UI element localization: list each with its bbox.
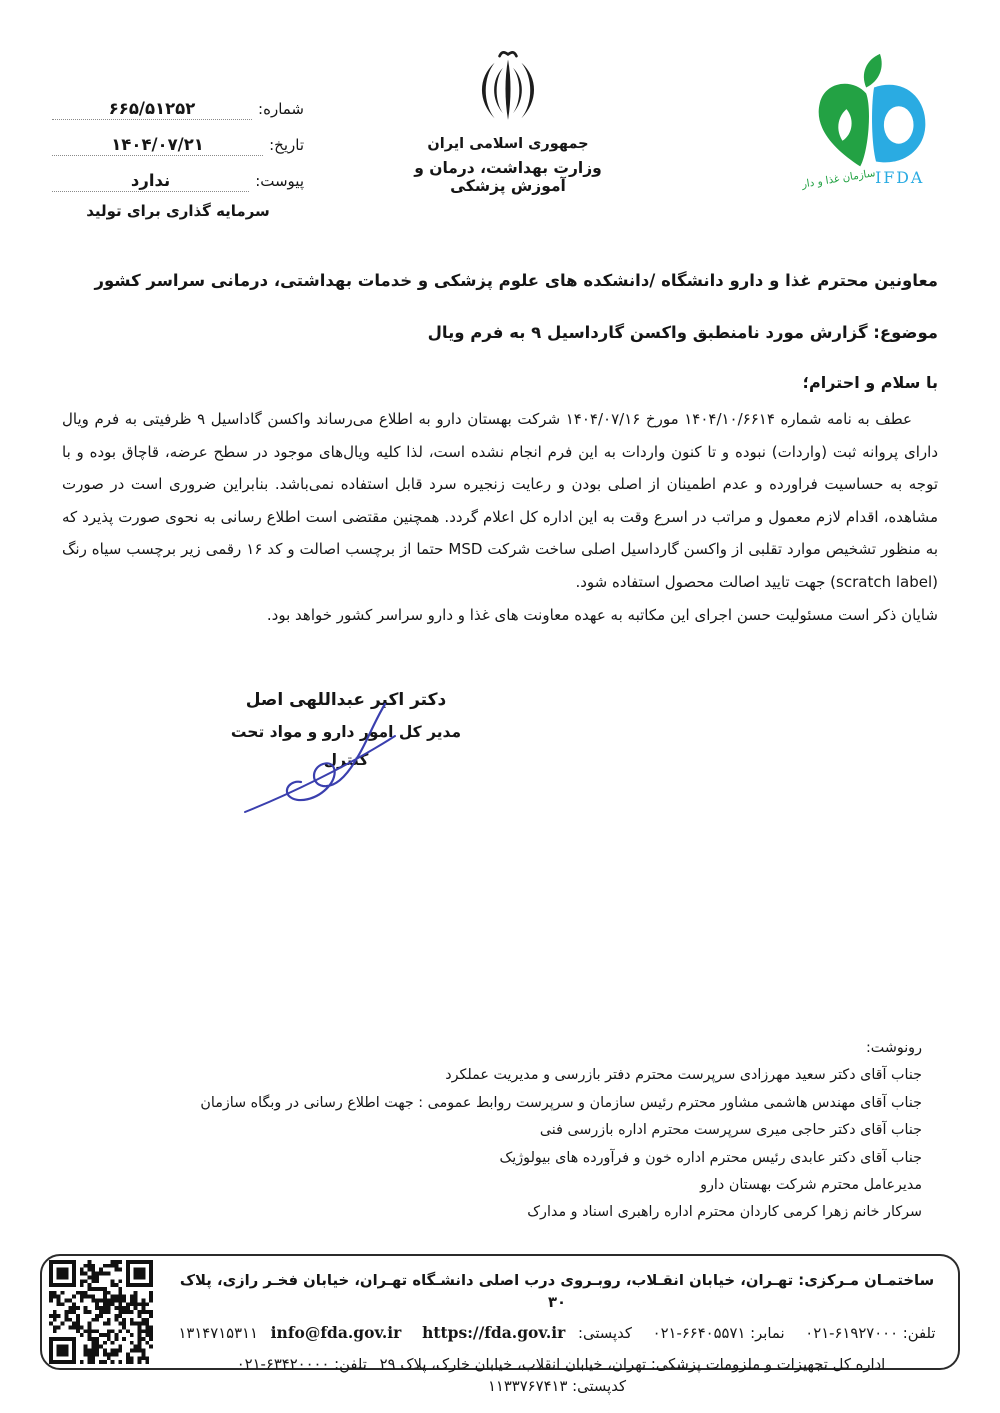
salutation-line: با سلام و احترام؛ (802, 373, 938, 392)
ministry-emblem-block (388, 46, 628, 195)
cc-item: سرکار خانم زهرا کرمی کاردان محترم اداره راهبری اسناد و مدارک (527, 1204, 922, 1221)
footer-fax-group (648, 1325, 785, 1342)
footer-lines (170, 1256, 944, 1398)
footer-phone-label: تلفن: (902, 1325, 936, 1342)
cc-block (200, 1035, 922, 1227)
footer-phone2: ۰۲۱-۶۳۴۲۰۰۰۰ (236, 1356, 330, 1373)
field-label-number: شماره: (258, 100, 304, 118)
subject-line: موضوع: گزارش مورد نامنطبق واکسن گارداسیل ۹ به فرم ویال (427, 323, 938, 342)
footer-phone2-group (237, 1356, 367, 1373)
footer-website: https://fda.gov.ir (422, 1323, 566, 1342)
cc-item: جناب آقای دکتر حاجی میری سرپرست محترم اداره بازرسی فنی (539, 1122, 922, 1139)
cc-item: جناب آقای دکتر عابدی رئیس محترم اداره خون و فرآورده های بیولوژیک (499, 1149, 922, 1166)
field-row-number (52, 84, 304, 120)
ministry-name-caption: وزارت بهداشت، درمان و آموزش پزشکی (414, 159, 602, 195)
field-label-date: تاریخ: (269, 136, 304, 154)
letter-meta-fields (52, 84, 304, 220)
footer-phone2-label: تلفن: (334, 1356, 367, 1373)
footer-postal2: ۱۱۳۳۷۶۷۴۱۳ (487, 1378, 568, 1395)
ifda-logo-icon (802, 48, 952, 196)
cc-item: جناب آقای مهندس هاشمی مشاور محترم رئیس سازمان و سرپرست روابط عمومی : جهت اطلاع رسانی در وبگاه سازمان (200, 1094, 922, 1111)
footer-address-equipment: اداره کل تجهیزات و ملزومات پزشکی: تهران، خیابان انقلاب، خیابان خارک، پلاک ۲۹ (379, 1356, 886, 1373)
footer-phone-group (801, 1325, 936, 1342)
field-row-attachment (52, 156, 304, 192)
signer-name: دکتر اکبر عبداللهی اصل (245, 690, 447, 710)
cc-item: جناب آقای دکتر سعید مهرزادی سرپرست محترم دفتر بازرسی و مدیریت عملکرد (445, 1067, 922, 1084)
letter-body (62, 403, 938, 631)
qr-code (49, 1260, 153, 1364)
ifda-org-name-fa: سازمان غذا و دارو (802, 167, 877, 192)
field-value-attachment: ندارد (52, 171, 249, 192)
footer-postal-code: ۱۳۱۴۷۱۵۳۱۱ (178, 1325, 258, 1342)
field-row-date (52, 120, 304, 156)
ifda-acronym: IFDA (875, 168, 925, 188)
cc-item: مدیرعامل محترم شرکت بهستان دارو (700, 1177, 922, 1194)
cc-label: رونوشت: (865, 1040, 922, 1056)
footer-postal2-label: کدپستی: (572, 1378, 627, 1395)
footer-postal-label: کدپستی: (578, 1325, 632, 1342)
signature-block (210, 686, 482, 774)
ifda-logo-block (798, 48, 956, 200)
footer-phone: ۰۲۱-۶۱۹۲۷۰۰۰ (805, 1325, 899, 1342)
footer-address-main: ساختمـان مـرکزی: تهـران، خیابان انقـلاب، روبـروی درب اصلی دانشـگاه تهـران، خیابان فخـر رازی، پلاک ۳۰ (179, 1272, 935, 1311)
gov-name-caption: جمهوری اسلامی ایران (427, 136, 589, 152)
footer-email: info@fda.gov.ir (270, 1323, 402, 1342)
footer-box (40, 1254, 960, 1395)
body-paragraph: عطف به نامه شماره ۱۴۰۴/۱۰/۶۶۱۴ مورخ ۱۴۰۴/۰۷/۱۶ شرکت بهستان دارو به اطلاع می‌رساند واکسن گاداسیل ۹ ظرفیتی به فرم ویال دارای پروانه ثبت (واردات) نبوده و تا کنون واردات به این فرم انجام نشده است، لذا کلیه ویال‌های موجود در سطح عرضه، قاچاق بوده و با توجه به حساسیت فراورده و عدم اطمینان از اصلی بودن و رعایت زنجیره سرد قابل استفاده نمی‌باشد. بنابراین ضروری است در صورت مشاهده، اقدام لازم معمول و مراتب در اسرع وقت به این اداره کل اعلام گردد. همچنین مقتضی است اطلاع رسانی به نحوی صورت پذیرد که به منظور تشخیص موارد تقلبی از واکسن گارداسیل اصلی ساخت شرکت MSD حتما از برچسب اصالت و کد ۱۶ رقمی زیر برچسب سیاه رنگ (scratch label) جهت تایید اصالت محصول استفاده شود. (62, 410, 938, 591)
footer-postal2-group (488, 1378, 626, 1395)
field-value-date: ۱۴۰۴/۰۷/۲۱ (52, 135, 263, 156)
field-value-number: ۶۶۵/۵۱۲۵۲ (52, 99, 252, 120)
footer-equipment-line (170, 1354, 944, 1398)
closing-line: شایان ذکر است مسئولیت حسن اجرای این مکاتبه به عهده معاونت های غذا و دارو سراسر کشور خواهد بود. (266, 605, 938, 624)
addressee-line: معاونین محترم غذا و دارو دانشگاه /دانشکده های علوم پزشکی و خدمات بهداشتی، درمانی سراسر کشور (94, 271, 938, 290)
footer-contact-line (170, 1322, 944, 1345)
iran-national-emblem-icon (465, 46, 551, 130)
footer-fax-label: نمابر: (750, 1325, 785, 1342)
production-slogan: سرمایه گذاری برای تولید (86, 202, 270, 220)
footer-fax: ۰۲۱-۶۶۴۰۵۵۷۱ (652, 1325, 746, 1342)
field-label-attachment: پیوست: (255, 172, 304, 190)
signer-title: مدیر کل امور دارو و مواد تحت کنترل (230, 723, 462, 769)
